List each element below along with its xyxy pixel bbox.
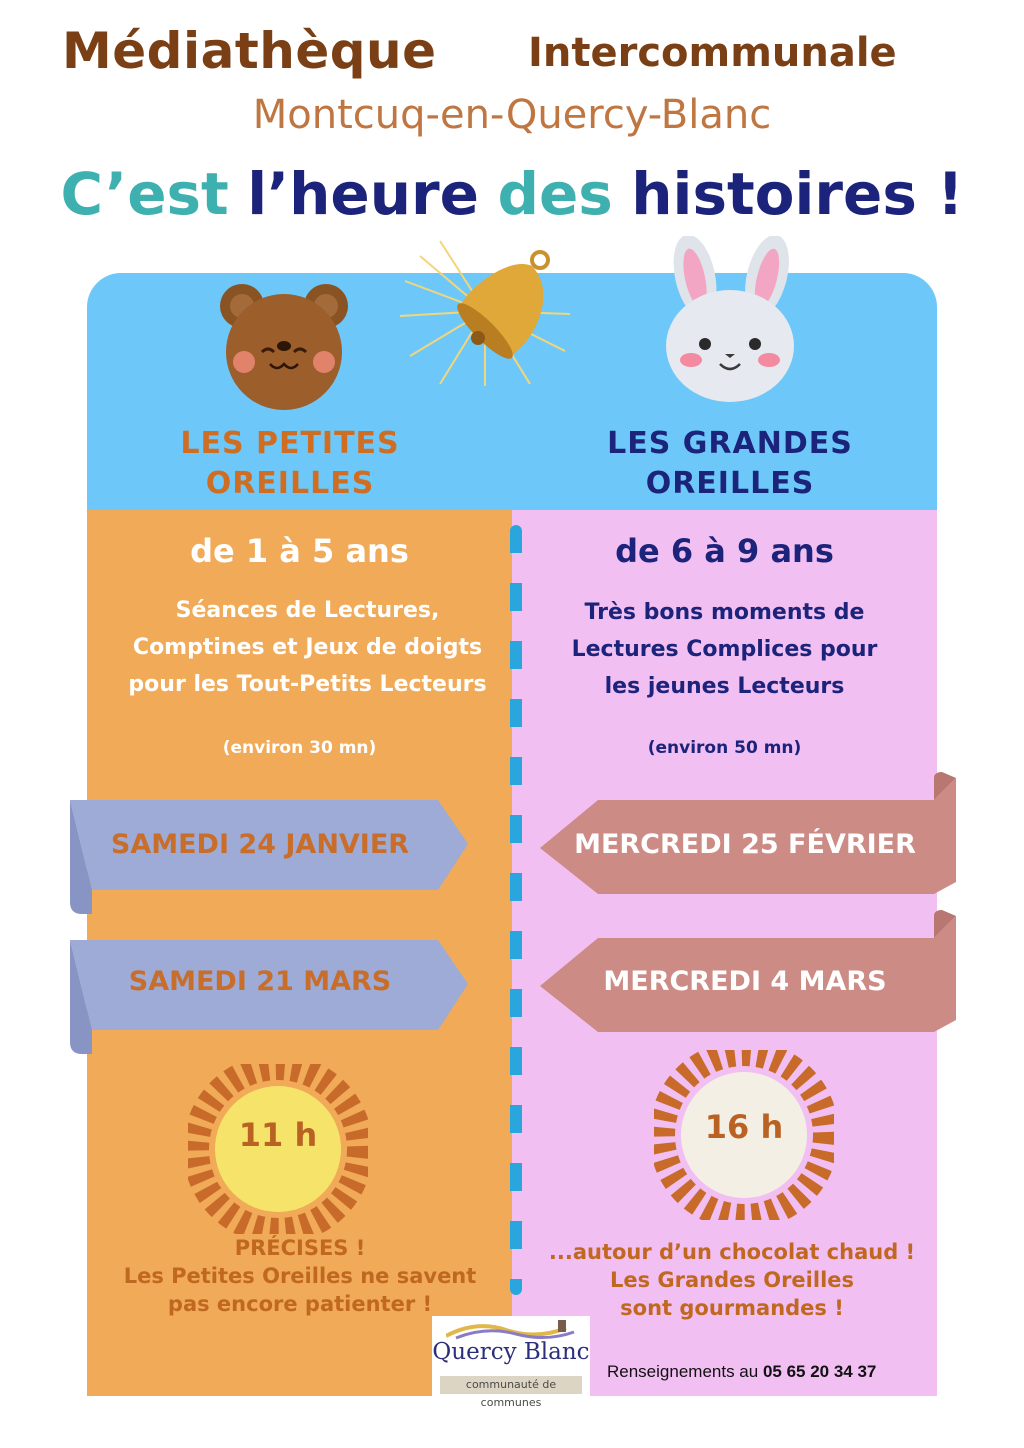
bell-icon xyxy=(400,236,570,386)
description-line: Très bons moments de xyxy=(584,600,865,625)
description-line: Séances de Lectures, xyxy=(175,598,440,623)
logo-hills-icon xyxy=(446,1318,578,1340)
age-range-right: de 6 à 9 ans xyxy=(615,532,834,570)
footer-line: Les Petites Oreilles ne savent xyxy=(123,1264,477,1288)
logo-name: Quercy Blanc xyxy=(432,1339,590,1365)
time-left: 11 h xyxy=(238,1116,318,1154)
group-title-grandes-oreilles: LES GRANDES OREILLES xyxy=(607,426,853,501)
date-mercredi-4-mars: MERCREDI 4 MARS xyxy=(603,966,887,997)
description-line: les jeunes Lecteurs xyxy=(604,674,845,699)
footer-line: PRÉCISES ! xyxy=(234,1236,366,1260)
footer-line: ...autour d’un chocolat chaud ! xyxy=(548,1240,916,1264)
time-right: 16 h xyxy=(704,1108,784,1146)
footer-line: sont gourmandes ! xyxy=(620,1296,844,1320)
contact-label: Renseignements au xyxy=(607,1362,759,1381)
logo-subtitle: communauté de communes xyxy=(440,1376,582,1394)
description-line: pour les Tout-Petits Lecteurs xyxy=(128,672,487,697)
bunny-face-icon xyxy=(655,236,805,408)
title-intercommunale: Intercommunale xyxy=(528,30,897,76)
date-samedi-24-janvier: SAMEDI 24 JANVIER xyxy=(110,829,410,860)
description-right xyxy=(512,594,937,705)
ribbon-left-2 xyxy=(68,938,470,1056)
duration-left: (environ 30 mn) xyxy=(222,738,377,758)
date-mercredi-25-fevrier: MERCREDI 25 FÉVRIER xyxy=(574,829,916,860)
duration-right: (environ 50 mn) xyxy=(647,738,802,758)
footer-text-left xyxy=(95,1234,505,1318)
footer-line: Les Grandes Oreilles xyxy=(609,1268,855,1292)
contact-phone: 05 65 20 34 37 xyxy=(762,1362,877,1381)
date-samedi-21-mars: SAMEDI 21 MARS xyxy=(128,966,392,997)
footer-text-right xyxy=(512,1238,952,1322)
description-line: Comptines et Jeux de doigts xyxy=(132,635,483,660)
contact-info xyxy=(607,1362,876,1382)
age-range-left: de 1 à 5 ans xyxy=(190,532,409,570)
title-mediatheque: Médiathèque xyxy=(62,22,437,80)
bear-face-icon xyxy=(214,280,354,412)
group-title-petites-oreilles: LES PETITES OREILLES xyxy=(180,426,400,501)
footer-line: pas encore patienter ! xyxy=(167,1292,433,1316)
description-left xyxy=(95,592,520,703)
location-title: Montcuq-en-Quercy-Blanc xyxy=(252,92,772,138)
description-line: Lectures Complices pour xyxy=(571,637,878,662)
tagline: C’est l’heure des histoires ! xyxy=(60,160,964,228)
